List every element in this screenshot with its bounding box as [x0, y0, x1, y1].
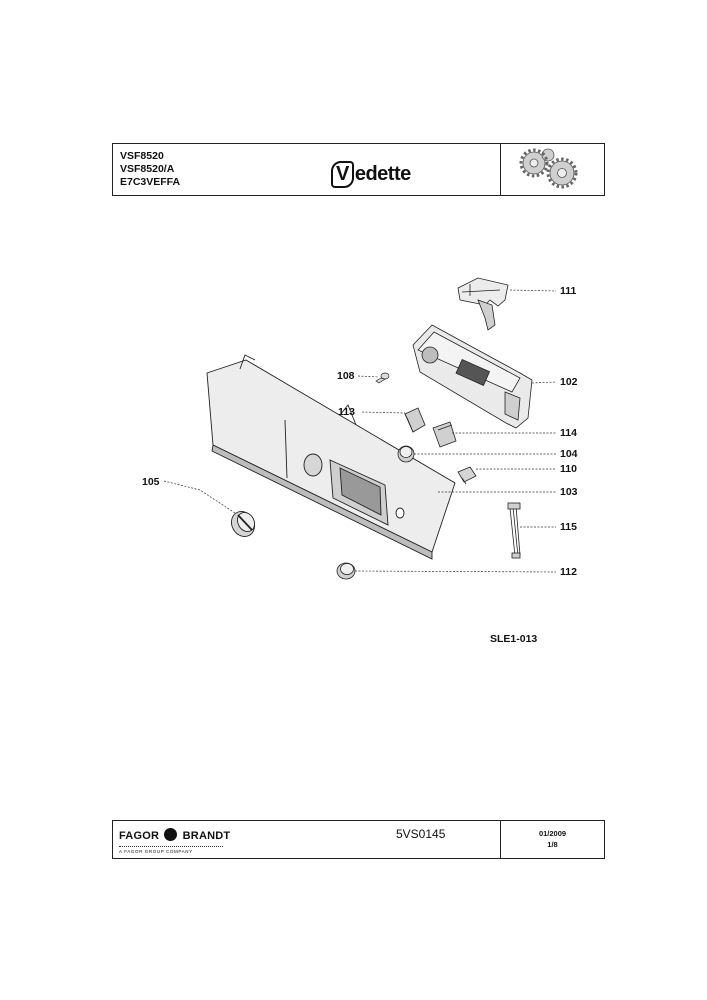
- document-date: 01/2009: [538, 829, 567, 838]
- part-112-cap: [337, 563, 355, 579]
- part-108-light-guide: [376, 373, 389, 383]
- model-number-1: VSF8520: [120, 150, 164, 162]
- globe-icon: [164, 828, 177, 841]
- part-111-bracket: [458, 278, 508, 330]
- callout-103: 103: [560, 486, 578, 498]
- date-page-cell: [500, 821, 604, 858]
- part-104-push-button: [398, 446, 414, 462]
- callout-112: 112: [560, 566, 577, 578]
- model-number-3: E7C3VEFFA: [120, 176, 181, 188]
- part-102-control-board: [413, 325, 532, 428]
- callout-110: 110: [560, 463, 577, 475]
- document-number: 5VS0145: [396, 827, 446, 841]
- brandt-logo-text: BRANDT: [182, 830, 231, 842]
- part-113-button: [405, 408, 425, 432]
- callout-113: 113: [338, 406, 355, 418]
- part-114-button: [433, 422, 456, 447]
- part-105-knob: [227, 507, 259, 541]
- fagor-brandt-logo: [119, 828, 230, 842]
- callout-102: 102: [560, 376, 578, 388]
- vedette-logo-mark: V: [331, 161, 354, 188]
- callout-114: 114: [560, 427, 577, 439]
- callout-104: 104: [560, 448, 578, 460]
- page-number: 1/8: [547, 840, 558, 849]
- callout-115: 115: [560, 521, 577, 533]
- fagor-logo-text: FAGOR: [119, 830, 160, 842]
- part-115-wire-harness: [508, 503, 520, 558]
- footer-block: [112, 820, 605, 859]
- diagram-reference-code: SLE1-013: [490, 633, 538, 645]
- callout-111: 111: [560, 285, 577, 297]
- vedette-logo-text: edette: [354, 163, 411, 185]
- company-tagline: A FAGOR GROUP COMPANY: [119, 846, 223, 854]
- model-number-2: VSF8520/A: [120, 163, 175, 175]
- part-110-connector: [458, 467, 476, 484]
- callout-108: 108: [337, 370, 355, 382]
- callout-105: 105: [142, 476, 160, 488]
